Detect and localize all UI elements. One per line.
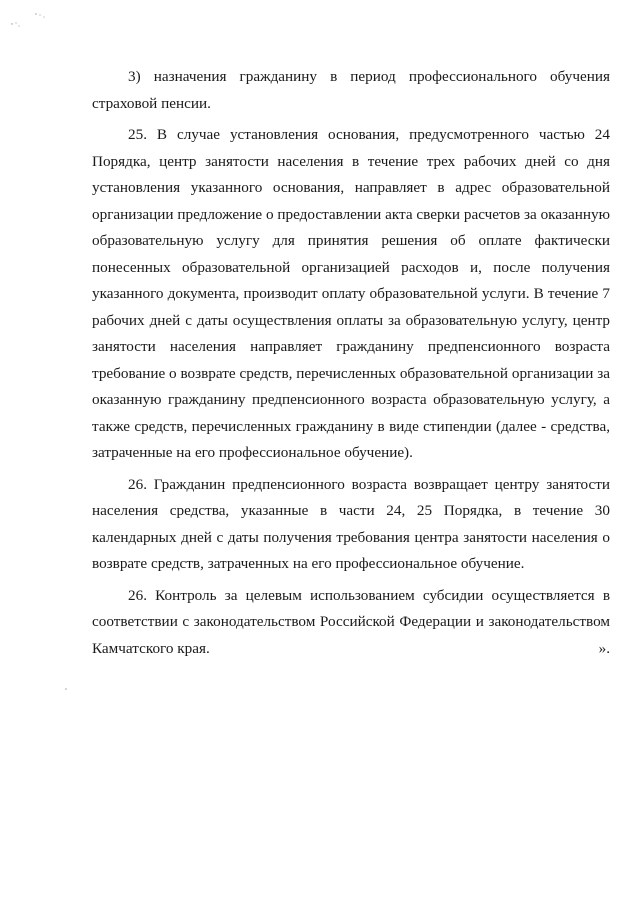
paragraph-25: 25. В случае установления основания, предусмотренного частью 24 Порядка, центр занятости населения в течение трех рабочих дней со дня установления указанного основания, направляет в адрес образовательной организации предложение о предоставлении акта сверки расчетов за оказанную образовательную услугу для принятия решения об оплате фактически понесенных образовательной организацией расходов и, после получения указанного документа, производит оплату образовательной услуги. В течение 7 рабочих дней с даты осуществления оплаты за образовательную услугу, центр занятости населения направляет гражданину предпенсионного возраста требование о возврате средств, перечисленных образовательной организации за оказанную гражданину предпенсионного возраста образовательную услугу, а также средств, перечисленных гражданину в виде стипендии (далее - средства, затраченные на его профессиональное обучение). xyxy=(92,126,610,461)
closing-quote-mark: ». xyxy=(598,640,610,657)
document-body xyxy=(92,64,610,662)
scan-artifact-icon xyxy=(6,10,46,30)
paragraph-26-refund: 26. Гражданин предпенсионного возраста возвращает центру занятости населения средства, указанные в части 24, 25 Порядка, в течение 30 календарных дней с даты получения требования центра занятости населения о возврате средств, затраченных на его профессиональное обучение. xyxy=(92,475,610,572)
margin-dot xyxy=(65,688,67,690)
paragraph-26-control: 26. Контроль за целевым использованием субсидии осуществляется в соответствии с законодательством Российской Федерации и законодательством Камчатского края. xyxy=(92,586,610,657)
paragraph-item-3: 3) назначения гражданину в период профессионального обучения страховой пенсии. xyxy=(92,68,610,112)
